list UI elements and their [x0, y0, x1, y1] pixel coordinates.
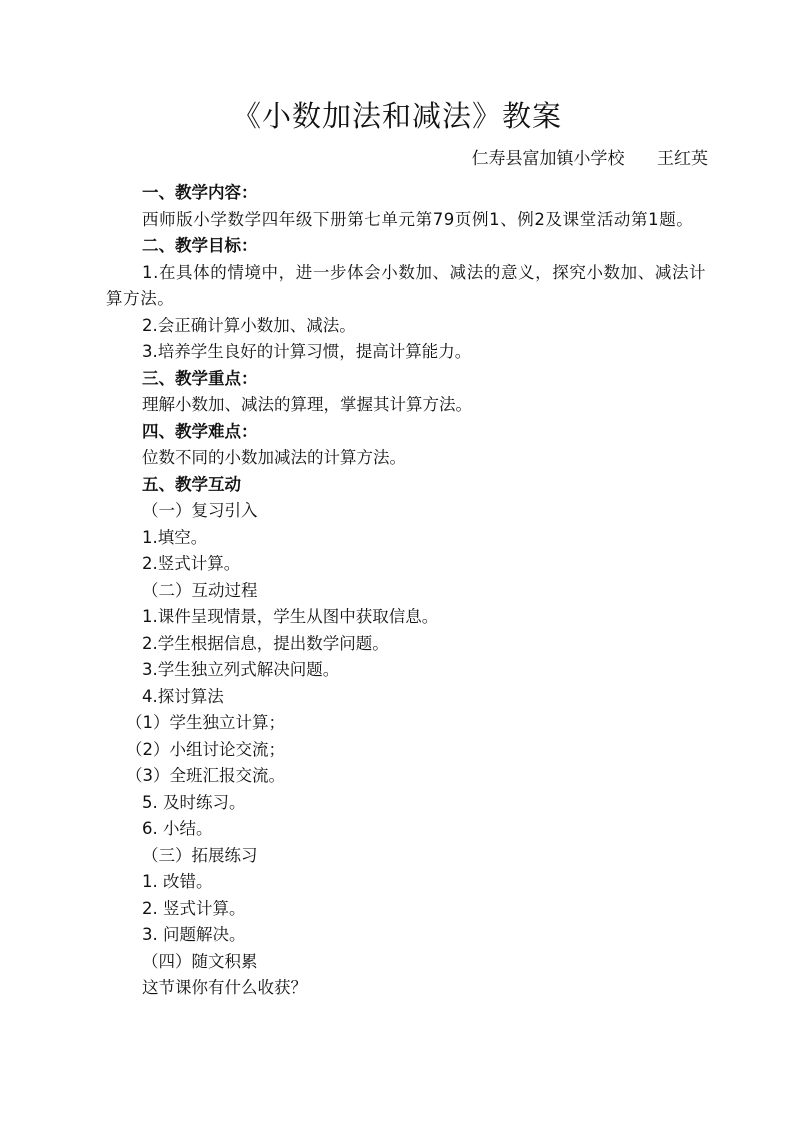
subsection-heading: （四）随文积累	[142, 951, 258, 971]
list-item: 6. 小结。	[142, 819, 213, 838]
subsection-heading: （一）复习引入	[142, 501, 258, 520]
list-item: 1. 改错。	[142, 872, 213, 891]
paragraph: 位数不同的小数加减法的计算方法。	[142, 448, 406, 467]
list-item: 2.竖式计算。	[142, 554, 241, 573]
author-byline: 仁寿县富加镇小学校 王红英	[471, 149, 708, 169]
list-item: 3.学生独立列式解决问题。	[142, 660, 340, 679]
list-item: 4.探讨算法	[142, 686, 224, 706]
paragraph: 3.培养学生良好的计算习惯，提高计算能力。	[142, 342, 472, 361]
list-subitem: （2）小组讨论交流；	[126, 739, 285, 759]
list-item: 2.学生根据信息，提出数学问题。	[142, 633, 389, 653]
section-heading: 一、教学内容：	[142, 183, 258, 202]
list-item: 1.课件呈现情景，学生从图中获取信息。	[142, 607, 439, 626]
list-item: 2. 竖式计算。	[142, 898, 246, 918]
section-heading: 二、教学目标：	[142, 236, 258, 255]
paragraph: 西师版小学数学四年级下册第七单元第79页例1、例2及课堂活动第1题。	[142, 209, 694, 229]
paragraph: 2.会正确计算小数加、减法。	[142, 315, 356, 335]
list-subitem: （3）全班汇报交流。	[126, 766, 285, 785]
section-heading: 三、教学重点：	[142, 368, 258, 388]
paragraph: 1.在具体的情境中，进一步体会小数加、减法的意义，探究小数加、减法计算方法。	[106, 262, 707, 308]
paragraph: 这节课你有什么收获？	[142, 978, 307, 997]
list-item: 3. 问题解决。	[142, 925, 246, 944]
document-body	[106, 180, 710, 1002]
document-title: 《小数加法和减法》教案	[231, 99, 562, 133]
list-subitem: （1）学生独立计算；	[126, 713, 285, 732]
list-item: 5. 及时练习。	[142, 792, 246, 812]
section-heading: 四、教学难点：	[142, 421, 258, 441]
section-heading: 五、教学互动	[142, 474, 241, 494]
subsection-heading: （三）拓展练习	[142, 845, 258, 865]
subsection-heading: （二）互动过程	[142, 580, 258, 600]
list-item: 1.填空。	[142, 527, 208, 547]
paragraph: 理解小数加、减法的算理，掌握其计算方法。	[142, 395, 472, 414]
